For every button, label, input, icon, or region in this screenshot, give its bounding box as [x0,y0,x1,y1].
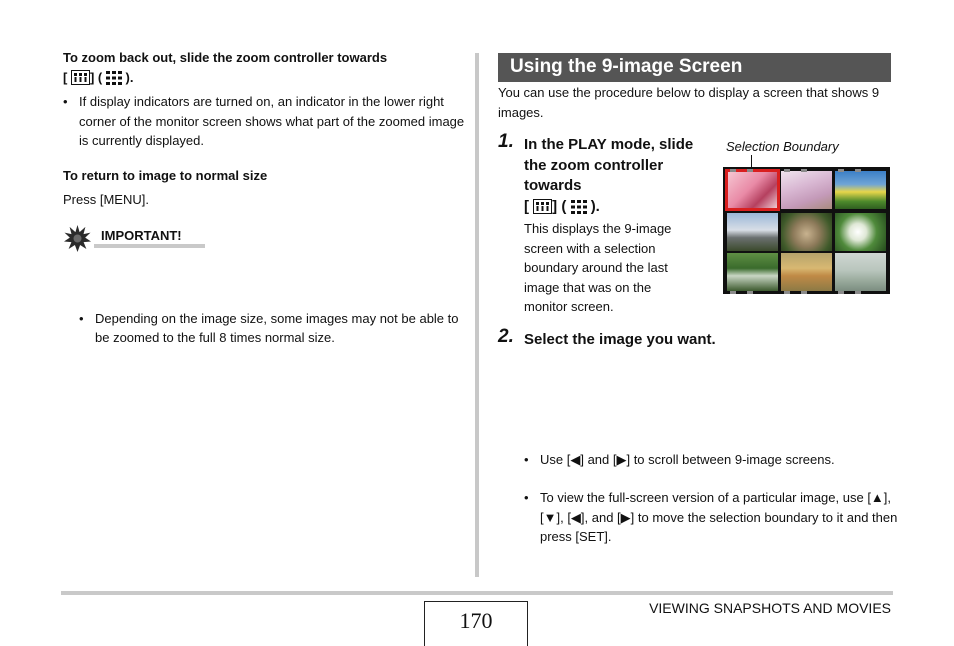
step-2-number: 2. [498,326,514,347]
important-underline [94,244,205,248]
section-intro: You can use the procedure below to display a screen that shows 9 images. [498,85,880,120]
thumbnail-mountain [727,213,778,251]
thumbnail-cherry-blossom [727,171,778,209]
selection-boundary-label: Selection Boundary [726,139,839,154]
footer-rule [61,591,893,595]
step-1-description: This displays the 9-image screen with a selection boundary around the last image that was on the monitor screen. [524,221,672,314]
thumbnail-white-flowers [835,213,886,251]
page-number: 170 [459,608,493,633]
step-2-select-note: • To view the full-screen version of a particular image, use [▲], [▼], [◀], and [▶] to move the selection boundary to it and then press [SET]. [524,488,910,547]
thumbnail-deer [781,253,832,291]
important-note: • Depending on the image size, some images may not be able to be zoomed to the full 8 times normal size. [79,309,467,348]
zoom-indicator-note: • If display indicators are turned on, an indicator in the lower right corner of the monitor screen shows what part of the zoomed image is currently displayed. [63,92,469,151]
nine-image-screen-illustration [723,167,890,294]
section-title: Using the 9-image Screen [510,56,743,77]
thumbnail-misty-scene [835,253,886,291]
nine-image-icon [571,200,587,221]
step-1-number: 1. [498,131,514,152]
step-1-instruction: In the PLAY mode, slide the zoom controller towards [ ] ( ). [524,135,694,220]
step-2-instruction: Select the image you want. [524,331,716,348]
grid-view-icon [533,199,552,221]
important-label: IMPORTANT! [101,228,182,243]
starburst-important-icon [64,225,91,252]
zoom-out-heading: To zoom back out, slide the zoom controller towards [ ] ( ). [63,48,463,90]
normal-size-heading: To return to image to normal size [63,168,268,183]
thumbnail-forest-stream [727,253,778,291]
footer-section-label: VIEWING SNAPSHOTS AND MOVIES [649,600,891,616]
grid-view-icon [71,70,90,91]
thumbnail-cat [781,213,832,251]
column-divider [475,53,479,577]
nine-image-icon [106,71,122,91]
thumbnail-blossom-trees [781,171,832,209]
press-menu-text: Press [MENU]. [63,192,149,207]
step-2-scroll-note: • Use [◀] and [▶] to scroll between 9-image screens. [524,450,910,470]
thumbnail-flower-field [835,171,886,209]
